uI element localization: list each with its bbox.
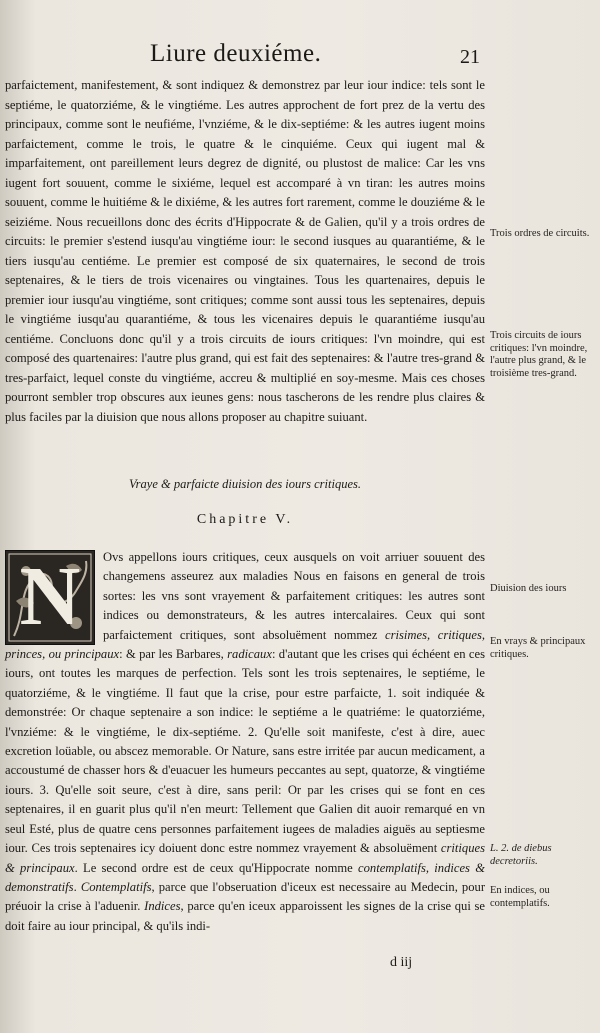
italic-run: radicaux <box>227 647 272 662</box>
italic-run: Indices <box>144 899 181 914</box>
margin-note-citation: L. 2. de diebus decretoriis. <box>490 843 552 867</box>
text-run: : & par les Barbares, <box>119 647 228 662</box>
running-head-title: Liure deuxiéme. <box>150 40 322 67</box>
running-head <box>0 40 600 74</box>
main-text <box>5 76 485 427</box>
section-heading: Vraye & parfaicte diuision des iours critiques. <box>128 477 362 491</box>
chapter-text <box>5 548 485 936</box>
ornamental-initial-icon <box>5 550 95 645</box>
text-run: , parce que l'obseruation d'iceux est necessaire au Medecin, pour préuoir la crise à l'aduenir. <box>5 879 486 914</box>
margin-note-trois-circuits: Trois circuits de iours critiques: l'vn moindre, l'autre plus grand, & le troisième tres-grand. <box>490 330 588 379</box>
italic-run: Contemplatifs <box>80 879 152 894</box>
text-run: : d'autant que les crises qui échéent en ces iours, ont toutes les marques de perfection. Tels sont les trois septenaires, le septiéme, le quatorziéme, & le vingtiéme. Il faut que la crise, pour estre parfaicte, 1. soit indiquée & demonstrée: Or chaque septenaire a son indice: le septiéme a le quatriéme: le quatorziéme, l'vnziéme: & le vingtiéme, le dix-septiéme. 2. Qu'elle soit manifeste, c'est à dire, auec excretion loüable, ou abscez memorable. Or Nature, sans estre irritée par aucun medicament, a accoustumé de chasser hors & d'euacuer les humeurs peccantes au sept, quatorze, & vingtiéme iours. 3. Qu'elle soit seure, c'est à dire, sans peril: Or par les crises qui se font en ces septenaires, il en guarit plus qu'il n'en meurt: Tellement que Galien dit auoir remarqué en vn seul Esté, plus de quatre cens personnes parfaitement iugees de maladies aiguës au septiesme iour. Ces trois septenaires icy doiuent donc estre nommez vrayement & absoluëment <box>5 647 485 856</box>
text-run: Ovs appellons iours critiques, ceux ausquels on voit arriuer souuent des changemens asseurez aux maladies Nous en faisons en general de trois sortes: les vns sont vrayement & parfaitement critiques: les autres sont indices ou demonstrateurs, & les autres intercalaires. Ceux qui sont parfaictement critiques, sont absoluëment nommez <box>103 550 485 642</box>
margin-note-indices: En indices, ou contemplatifs. <box>490 885 550 909</box>
margin-note-vrays: En vrays & principaux critiques. <box>490 636 586 660</box>
text-run: . <box>73 879 81 894</box>
page-number: 21 <box>460 46 480 68</box>
chapter-heading: Chapitre V. <box>196 512 294 527</box>
text-run: , parce qu'en iceux apparoissent les signes de la crise qui se doit faire au iour principal, & qu'ils indi- <box>5 899 485 933</box>
margin-note-trois-ordres: Trois ordres de circuits. <box>490 228 590 239</box>
signature-mark: d iij <box>390 955 413 970</box>
italic-run: critiques & principaux <box>5 841 485 875</box>
dropcap-letter: N <box>19 550 81 643</box>
margin-note-diuision: Diuision des iours <box>490 583 567 594</box>
paragraph-1: parfaictement, manifestement, & sont indiquez & demonstrez par leur iour indice: tels sont le septiéme, le quatorziéme, & le vingtiéme. Les autres approchent de fort prez de la vertu des principaux, comme sont le neufiéme, l'vnziéme, & le dix-septiéme: & les autres iugent moins parfaictement, comme le trois, le quatre & le cinquiéme. Ceux qui iugent mal & imparfaitement, ont pareillement leurs degrez de dignité, ou plustost de malice: Car les vns iugent fort souuent, comme le sixiéme, lequel est accomparé à vn tiran: les autres moins souuent, comme le huitiéme & le dixiéme, & les autres fort rarement, comme le douziéme & le seiziéme. Nous recueillons donc des écrits d'Hippocrate & de Galien, qu'il y a trois ordres de circuits: le premier s'estend iusqu'au vingtiéme iour: le second iusques au quarantiéme, & le tiers iusqu'au centiéme. Le premier est composé de six quaternaires, le second de trois septenaires, & le tiers de trois vicenaires ou vingtaines. Tous les quartenaires, depuis le premier iour iusqu'au vingtiéme, sont critiques; comme sont aussi tous les septenaires, depuis le vingtiéme iusqu'au quarantiéme, & tous les vicenaires depuis le quarantiéme iusqu'au centiéme. Concluons donc qu'il y a trois circuits de iours critiques: l'vn moindre, qui est composé des quartenaires: l'autre plus grand, qui est fait des septenaires: & l'autre tres-grand & tres-parfaict, lequel conste du vingtiéme, accreu & multiplié en soy-mesme. Mais ces choses pourront sembler trop obscures aux ieunes gens: nous tascherons de les rendre plus claires & plus faciles par la diuision que nous allons proposer au chapitre suiuant. <box>5 78 485 424</box>
text-run: . Le second ordre est de ceux qu'Hippocrate nomme <box>74 860 359 875</box>
italic-run: contemplatifs, indices & demonstratifs <box>5 860 485 894</box>
italic-run: crisimes, critiques, princes, ou principaux <box>5 627 485 662</box>
